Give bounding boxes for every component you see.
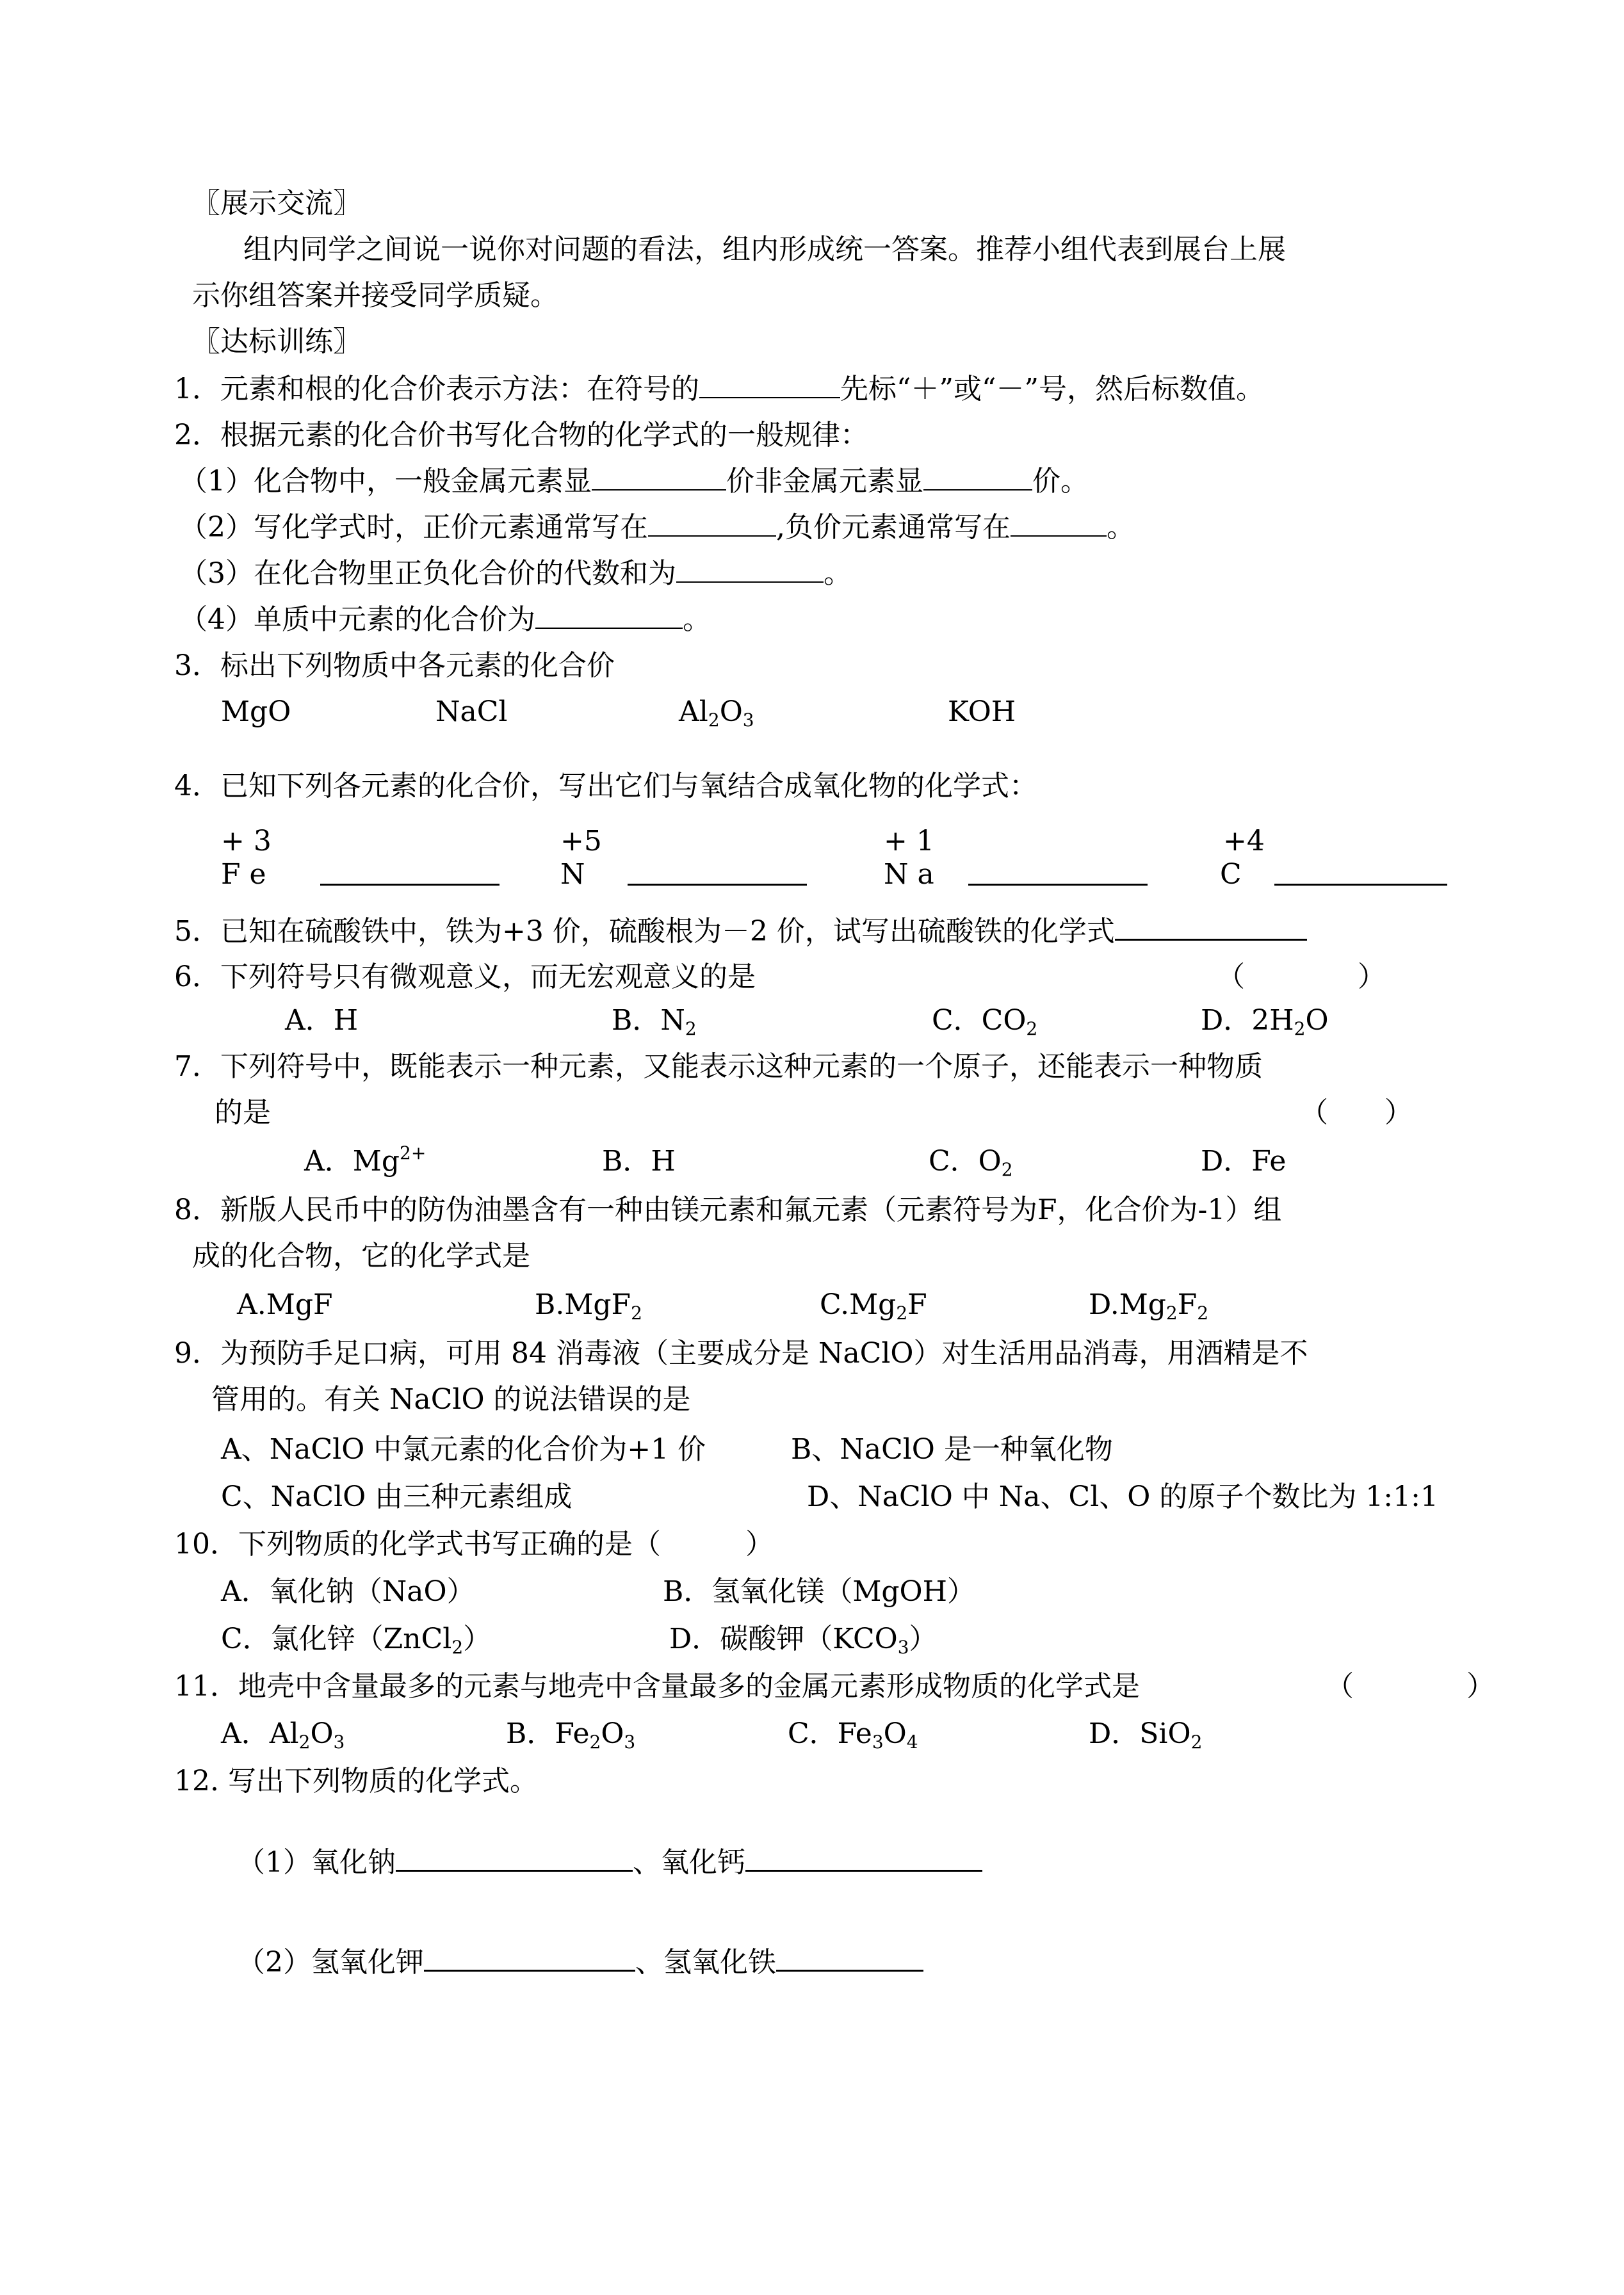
q2-1-blank-2[interactable]: [923, 464, 1032, 491]
q9-option-b[interactable]: B、NaClO 是一种氧化物: [791, 1433, 1113, 1466]
q9-option-c[interactable]: C、NaClO 由三种元素组成: [221, 1480, 572, 1513]
q4-blank-fe[interactable]: [320, 858, 499, 886]
q12-1-text-a: （1）氧化钠: [237, 1846, 396, 1879]
q11-option-a[interactable]: A．$Al_2O_3$: [221, 1717, 345, 1753]
q5-text: 5．已知在硫酸铁中，铁为+3 价，硫酸根为－2 价，试写出硫酸铁的化学式: [174, 915, 1115, 948]
q2-4-text-a: （4）单质中元素的化合价为: [179, 603, 535, 636]
q4-blank-na[interactable]: [968, 858, 1148, 886]
q9-option-d[interactable]: D、NaClO 中 Na、Cl、O 的原子个数比为 1:1:1: [807, 1480, 1438, 1513]
q8-option-a[interactable]: A.MgF: [237, 1288, 333, 1321]
question-5: [174, 913, 1307, 950]
q7-option-c[interactable]: C．$O_2$: [929, 1145, 1013, 1180]
q2-2-blank-1[interactable]: [648, 510, 776, 537]
q12-1-blank-2[interactable]: [745, 1844, 982, 1872]
section-heading-training: 〖达标训练〗: [192, 325, 361, 358]
q12-2-text-a: （2）氢氧化钾: [237, 1946, 424, 1979]
question-2-4: [179, 602, 711, 638]
question-4-stem: 4．已知下列各元素的化合价，写出它们与氧结合成氧化物的化学式：: [174, 770, 1037, 802]
q4-blank-n[interactable]: [628, 858, 807, 886]
q7-answer-paren[interactable]: （ ）: [1300, 1096, 1413, 1129]
q7-option-a[interactable]: A．$Mg^{2+}$: [304, 1142, 426, 1178]
question-10-stem: 10．下列物质的化学式书写正确的是（ ）: [174, 1528, 774, 1561]
q4-valence-n: +5: [560, 825, 602, 857]
question-7-stem-cont: 的是: [215, 1096, 271, 1129]
q12-2-blank-1[interactable]: [424, 1944, 635, 1972]
q2-3-text-a: （3）在化合物里正负化合价的代数和为: [179, 557, 676, 590]
question-9-stem-cont: 管用的。有关 NaClO 的说法错误的是: [211, 1383, 691, 1416]
q10-option-a[interactable]: A．氧化钠（NaO）: [221, 1575, 475, 1608]
q2-1-blank-1[interactable]: [592, 464, 726, 491]
question-12-stem: 12. 写出下列物质的化学式。: [174, 1765, 538, 1797]
question-1: [174, 371, 1264, 407]
question-11-stem: 11．地壳中含量最多的元素与地壳中含量最多的金属元素形成物质的化学式是: [174, 1670, 1140, 1703]
q11-option-c[interactable]: C．$Fe_3O_4$: [788, 1717, 918, 1753]
q7-option-b[interactable]: B．H: [602, 1145, 676, 1178]
question-2-2: [179, 510, 1135, 546]
q4-valence-na: + 1: [884, 825, 934, 857]
q4-element-fe: F e: [221, 858, 266, 891]
q8-option-c[interactable]: $C.Mg_2F$: [820, 1288, 927, 1324]
question-9-stem: 9．为预防手足口病，可用 84 消毒液（主要成分是 NaClO）对生活用品消毒，用酒精是不: [174, 1337, 1308, 1370]
q4-valence-c: +4: [1223, 825, 1265, 857]
question-2-1: [179, 464, 1089, 499]
question-8-stem: 8．新版人民币中的防伪油墨含有一种由镁元素和氟元素（元素符号为F，化合价为-1）组: [174, 1194, 1282, 1226]
q3-formula-al2o3: $Al_2O_3$: [679, 695, 754, 731]
q2-2-blank-2[interactable]: [1011, 510, 1107, 537]
q12-1-blank-1[interactable]: [396, 1844, 633, 1872]
q3-formula-koh: KOH: [948, 695, 1016, 728]
q2-3-text-b: 。: [824, 557, 852, 590]
q2-2-text-a: （2）写化学式时，正价元素通常写在: [179, 511, 648, 544]
q11-answer-paren[interactable]: （ ）: [1326, 1670, 1495, 1703]
question-6-stem: 6．下列符号只有微观意义，而无宏观意义的是: [174, 961, 756, 993]
q6-option-a[interactable]: A．H: [285, 1004, 359, 1037]
q4-blank-c[interactable]: [1274, 858, 1447, 886]
q4-valence-fe: + 3: [221, 825, 272, 857]
q2-4-blank[interactable]: [535, 602, 683, 629]
q3-formula-mgo: MgO: [221, 695, 291, 728]
q8-option-b[interactable]: B.MgF$_2$: [535, 1288, 642, 1324]
question-2-stem: 2．根据元素的化合价书写化合物的化学式的一般规律：: [174, 419, 868, 451]
q4-element-na: N a: [884, 858, 934, 891]
q3-formula-nacl: NaCl: [435, 695, 508, 728]
q1-text-a: 1．元素和根的化合价表示方法：在符号的: [174, 373, 699, 405]
q6-option-d[interactable]: D．$2H_2O$: [1201, 1004, 1329, 1039]
q8-option-d[interactable]: $D.Mg_2F_2$: [1089, 1288, 1209, 1324]
q7-option-d[interactable]: D．Fe: [1201, 1145, 1287, 1178]
q2-3-blank[interactable]: [676, 556, 824, 583]
q4-element-n: N: [560, 858, 585, 891]
show-exchange-text-cont: 示你组答案并接受同学质疑。: [192, 279, 558, 312]
q10-option-c[interactable]: C．氯化锌（ZnCl$_2$）: [221, 1623, 492, 1658]
q6-answer-paren[interactable]: （ ）: [1217, 961, 1386, 993]
q11-option-d[interactable]: D．SiO$_2$: [1089, 1717, 1203, 1753]
q2-1-text-b: 价非金属元素显: [726, 465, 923, 498]
q5-answer-blank[interactable]: [1115, 913, 1307, 941]
q9-option-a[interactable]: A、NaClO 中氯元素的化合价为+1 价: [221, 1433, 706, 1466]
question-3-stem: 3．标出下列物质中各元素的化合价: [174, 649, 615, 682]
q2-4-text-b: 。: [683, 603, 711, 636]
q2-1-text-a: （1）化合物中，一般金属元素显: [179, 465, 592, 498]
show-exchange-text: 组内同学之间说一说你对问题的看法，组内形成统一答案。推荐小组代表到展台上展: [243, 233, 1286, 266]
section-heading-show-exchange: 〖展示交流〗: [192, 187, 361, 220]
q2-2-text-c: 。: [1107, 511, 1135, 544]
q2-2-text-b: ,负价元素通常写在: [776, 511, 1011, 544]
q6-option-b[interactable]: B．$N_2$: [612, 1004, 697, 1039]
q11-option-b[interactable]: B．$Fe_2O_3$: [506, 1717, 636, 1753]
q12-2-blank-2[interactable]: [776, 1944, 923, 1972]
q12-1-text-b: 、氧化钙: [633, 1846, 745, 1879]
question-12-1: [237, 1844, 982, 1881]
question-7-stem: 7．下列符号中，既能表示一种元素，又能表示这种元素的一个原子，还能表示一种物质: [174, 1050, 1263, 1083]
q1-answer-blank[interactable]: [699, 371, 840, 398]
q1-text-b: 先标“＋”或“－”号，然后标数值。: [840, 373, 1264, 405]
q2-1-text-c: 价。: [1032, 465, 1089, 498]
q10-option-d[interactable]: D．碳酸钾$(KCO_3)$: [669, 1623, 938, 1658]
question-8-stem-cont: 成的化合物，它的化学式是: [192, 1240, 530, 1272]
q10-option-b[interactable]: B．氢氧化镁（MgOH）: [663, 1575, 975, 1608]
q4-element-c: C: [1220, 858, 1242, 891]
question-2-3: [179, 556, 852, 592]
q6-option-c[interactable]: C．$CO_2$: [932, 1004, 1038, 1039]
question-12-2: [237, 1944, 923, 1981]
q12-2-text-b: 、氢氧化铁: [635, 1946, 776, 1979]
